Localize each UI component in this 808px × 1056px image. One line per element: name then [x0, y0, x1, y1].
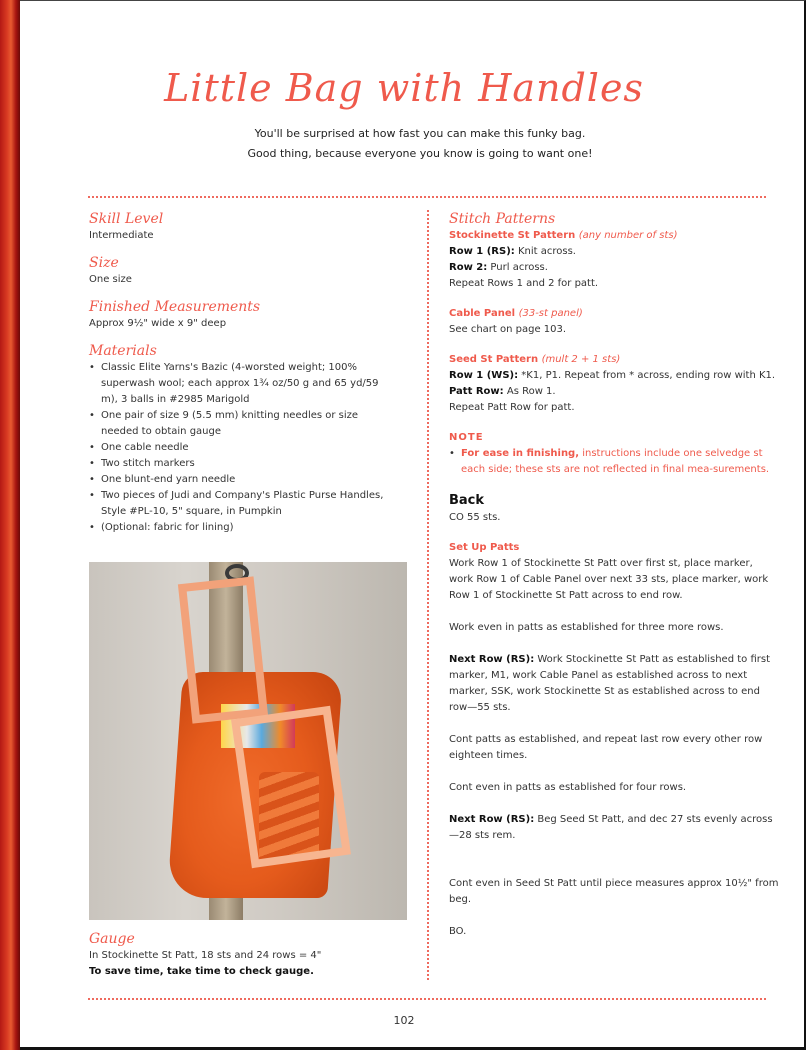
intro-line-1: You'll be surprised at how fast you can make this funky bag. [254, 127, 586, 140]
size-heading: Size [89, 255, 119, 271]
row-label: Row 1 (WS): [449, 370, 519, 381]
seed-title-note: (mult 2 + 1 sts) [541, 354, 621, 365]
photo-front-handle [231, 706, 351, 868]
seed-repeat: Repeat Patt Row for patt. [449, 402, 575, 413]
materials-list [89, 360, 389, 536]
size-value: One size [89, 274, 132, 285]
back-co: CO 55 sts. [449, 512, 501, 523]
stockinette-title-text: Stockinette St Pattern [449, 230, 576, 241]
intro-line-2: Good thing, because everyone you know is going to want one! [247, 147, 593, 160]
materials-item: • (Optional: fabric for lining) [89, 520, 389, 536]
row-label: Patt Row: [449, 386, 504, 397]
note-list [449, 446, 779, 478]
setup-heading: Set Up Patts [449, 542, 520, 553]
row-label: Row 1 (RS): [449, 246, 515, 257]
note-heading: NOTE [449, 432, 484, 443]
stockinette-title-note: (any number of sts) [578, 230, 678, 241]
note-bold: For ease in finishing, [461, 448, 580, 459]
row-text: Beg Seed St Patt, and dec 27 sts evenly across—28 sts rem. [449, 814, 773, 841]
page-title: Little Bag with Handles [164, 66, 644, 110]
materials-item: • Classic Elite Yarns's Bazic (4-worsted weight; 100% superwash wool; each approx 1¾ oz/50 g and 65 yd/59 m), 3 balls in #2985 Marigold [89, 360, 389, 408]
gauge-heading: Gauge [89, 931, 135, 947]
back-heading: Back [449, 493, 485, 508]
stockinette-repeat: Repeat Rows 1 and 2 for patt. [449, 278, 599, 289]
page-number: 102 [393, 1014, 415, 1027]
row-text: Work Stockinette St Patt as established to first marker, M1, work Cable Panel as established across to next marker, SSK, work Stockinette St as established across to end row—55 sts. [449, 654, 770, 713]
cable-title-note: (33-st panel) [518, 308, 583, 319]
materials-item: • One blunt-end yarn needle [89, 472, 389, 488]
column-dotted-divider [427, 210, 429, 980]
row-label: Next Row (RS): [449, 814, 535, 825]
skill-value: Intermediate [89, 230, 154, 241]
seed-patt-row [449, 384, 779, 400]
bottom-dotted-divider [88, 998, 766, 1000]
seed-title-text: Seed St Pattern [449, 354, 539, 365]
materials-item: • One pair of size 9 (5.5 mm) knitting needles or size needed to obtain gauge [89, 408, 389, 440]
bag-photo [89, 562, 407, 920]
stockinette-row1 [449, 244, 779, 260]
continue-1: Cont patts as established, and repeat last row every other row eighteen times. [449, 734, 763, 761]
cable-title [449, 306, 779, 322]
measurements-value: Approx 9½" wide x 9" deep [89, 318, 227, 329]
even-rows-text: Work even in patts as established for three more rows. [449, 622, 724, 633]
photo-back-handle [178, 576, 268, 723]
materials-item: • Two pieces of Judi and Company's Plastic Purse Handles, Style #PL-10, 5" square, in Pumpkin [89, 488, 389, 520]
next-row-2 [449, 812, 779, 844]
continue-2: Cont even in patts as established for four rows. [449, 782, 687, 793]
measurements-heading: Finished Measurements [89, 299, 261, 315]
setup-text: Work Row 1 of Stockinette St Patt over first st, place marker, work Row 1 of Cable Panel over next 33 sts, place marker, work Row 1 of Stockinette St Patt across to end row. [449, 558, 769, 601]
note-text: instructions include one selvedge st each side; these sts are not reflected in final mea-surements. [461, 448, 770, 475]
note-item [449, 446, 779, 478]
gauge-note: To save time, take time to check gauge. [89, 966, 314, 977]
skill-heading: Skill Level [89, 211, 164, 227]
seed-title [449, 352, 779, 368]
row-text: Knit across. [514, 246, 576, 257]
materials-heading: Materials [89, 343, 157, 359]
right-column [449, 210, 779, 940]
continue-3: Cont even in Seed St Patt until piece measures approx 10½" from beg. [449, 878, 779, 905]
stitch-patterns-heading: Stitch Patterns [449, 211, 556, 227]
materials-item: • One cable needle [89, 440, 389, 456]
stockinette-title [449, 228, 779, 244]
gauge-value: In Stockinette St Patt, 18 sts and 24 rows = 4" [89, 950, 322, 961]
row-text: Purl across. [487, 262, 548, 273]
stockinette-row2 [449, 260, 779, 276]
top-dotted-divider [88, 196, 766, 198]
materials-item: • Two stitch markers [89, 456, 389, 472]
row-label: Row 2: [449, 262, 488, 273]
row-text: *K1, P1. Repeat from * across, ending row with K1. [518, 370, 776, 381]
seed-row1 [449, 368, 779, 384]
row-label: Next Row (RS): [449, 654, 535, 665]
left-column [89, 210, 389, 536]
row-text: As Row 1. [503, 386, 556, 397]
cable-text: See chart on page 103. [449, 324, 567, 335]
bind-off: BO. [449, 926, 467, 937]
gauge-block [89, 930, 389, 980]
book-spine-edge [0, 0, 20, 1050]
next-row-1 [449, 652, 779, 716]
cable-title-text: Cable Panel [449, 308, 516, 319]
